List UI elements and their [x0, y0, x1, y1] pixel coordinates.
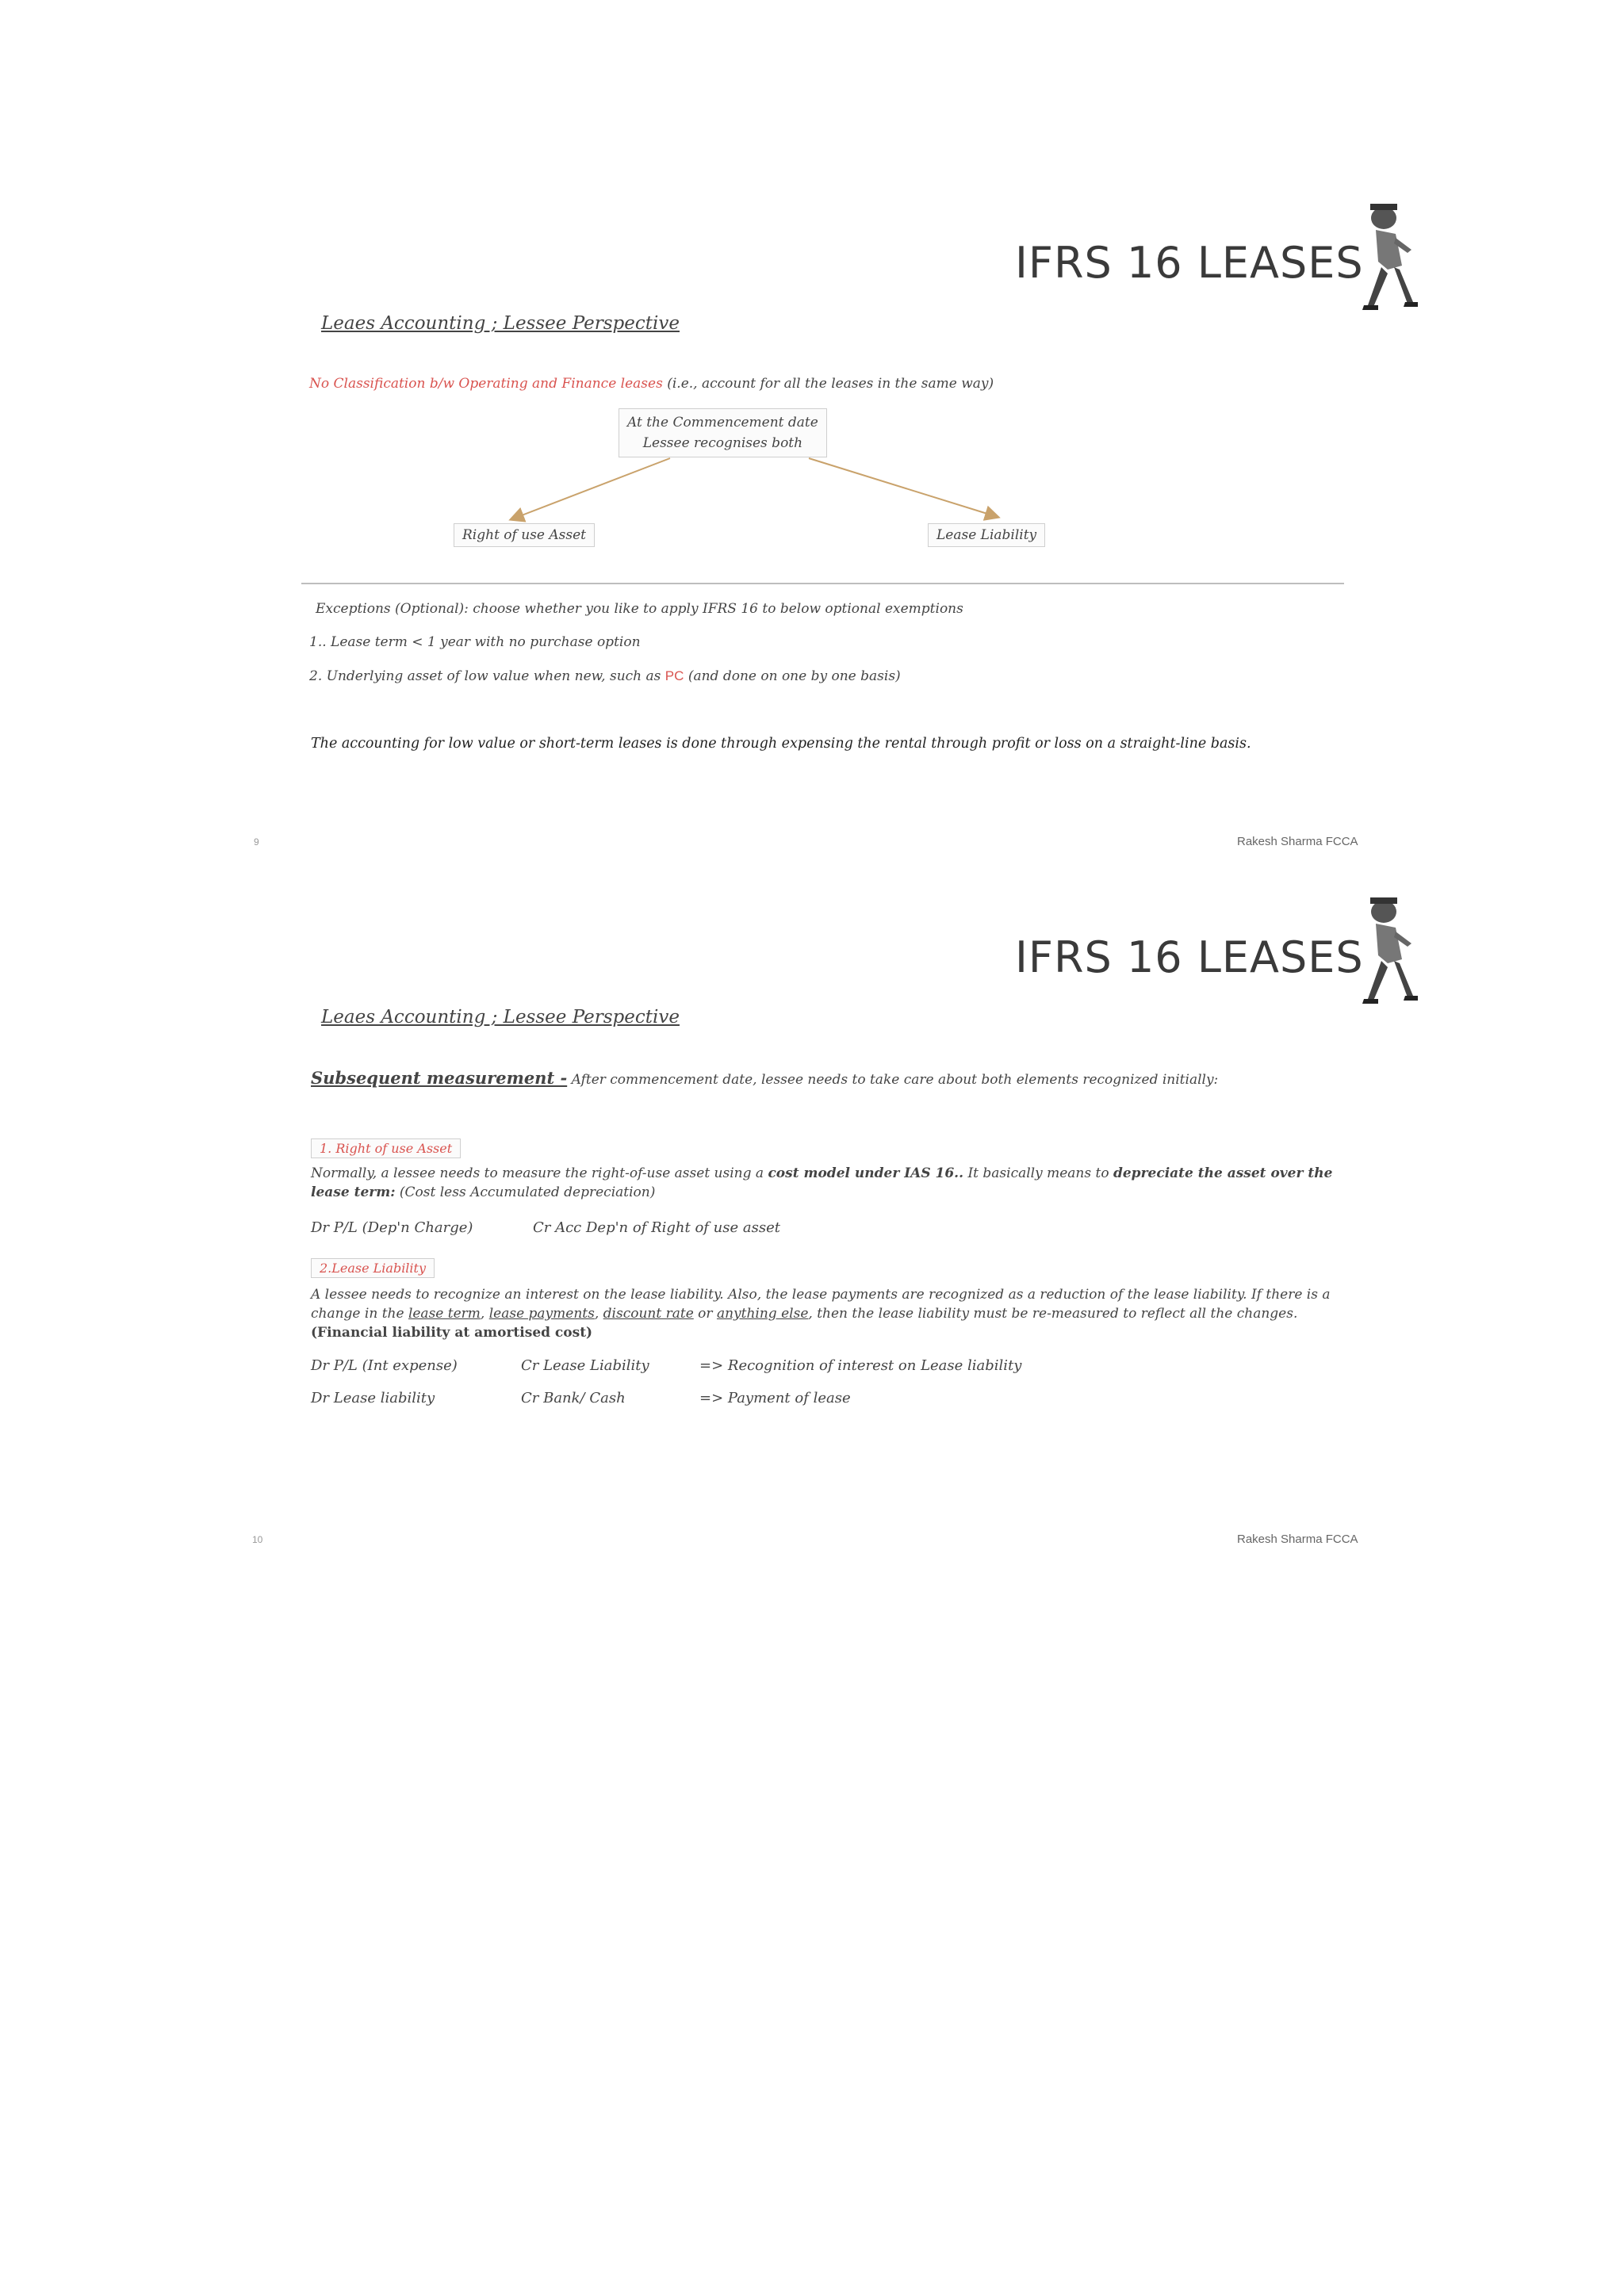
section-1-text: [311, 1164, 1342, 1202]
section-1-label: 1. Right of use Asset: [311, 1138, 461, 1158]
arrow-left: [511, 458, 670, 519]
lease-liability-box: Lease Liability: [928, 523, 1045, 547]
section-2-text-a: A lessee needs to recognize an interest on the lease liability. Also, the lease payments are recognized as a reduction of the lease liability. If there is a change in the: [311, 1287, 1331, 1322]
entry-2-credit: Cr Lease Liability: [521, 1357, 649, 1374]
commencement-line-1: At the Commencement date: [627, 415, 818, 430]
entry-2-debit: Dr P/L (Int expense): [311, 1357, 458, 1374]
entry-1-credit: Cr Acc Dep'n of Right of use asset: [533, 1219, 780, 1236]
caricature-figure-icon: [1340, 888, 1419, 1007]
entry-1-debit: Dr P/L (Dep'n Charge): [311, 1219, 473, 1236]
section-1-text-c: (Cost less Accumulated depreciation): [399, 1184, 656, 1200]
section-2-label: 2.Lease Liability: [311, 1258, 435, 1278]
section-1-text-italic-2: depreciate the asset over the lease term:: [311, 1165, 1333, 1200]
section-2-anything-else: anything else: [716, 1306, 809, 1322]
footer-author: Rakesh Sharma FCCA: [1237, 1533, 1358, 1546]
slide-heading: Leaes Accounting ; Lessee Perspective: [321, 313, 680, 334]
section-2-text-b: then the lease liability must be re-measured to reflect all the changes.: [817, 1306, 1298, 1322]
section-2-or: or: [698, 1306, 713, 1322]
divider: [301, 583, 1344, 584]
right-of-use-asset-box: Right of use Asset: [454, 523, 595, 547]
exception-2-pc: PC: [665, 668, 684, 683]
slide-1: [0, 0, 1624, 856]
slide-heading: Leaes Accounting ; Lessee Perspective: [321, 1007, 680, 1027]
section-2-bold: (Financial liability at amortised cost): [311, 1325, 593, 1341]
page-number: 10: [252, 1534, 263, 1545]
exception-2: [309, 668, 901, 684]
section-1-text-b: It basically means to: [967, 1165, 1109, 1181]
exception-1: 1.. Lease term < 1 year with no purchase option: [309, 634, 641, 650]
commencement-line-2: Lessee recognises both: [642, 435, 803, 451]
diagram-arrows: [0, 0, 1624, 856]
arrow-right: [809, 458, 998, 517]
slide-title: IFRS 16 LEASES: [1015, 932, 1364, 982]
no-classification-rest: (i.e., account for all the leases in the same way): [667, 376, 994, 392]
exception-2-basis: (and done on one by one basis): [688, 668, 901, 684]
page-number: 9: [254, 836, 259, 848]
footer-author: Rakesh Sharma FCCA: [1237, 835, 1358, 848]
section-2-lease-term: lease term: [408, 1306, 481, 1322]
section-2-text: A lessee needs to recognize an interest on the lease liability. Also, the lease payments are recognized as a reduction of the lease liability. If there is a change in the lease term, lease payments, discount rate or anything else, then the lease liability must be re-measured to reflect all the changes. (Financial liability at amortised cost): [311, 1287, 1331, 1341]
slide-2: [0, 856, 1624, 1554]
no-classification-red: No Classification b/w Operating and Finance leases: [309, 376, 663, 392]
exception-2-text: 2. Underlying asset of low value when new, such as: [309, 668, 661, 684]
section-2-discount-rate: discount rate: [603, 1306, 694, 1322]
section-2-lease-payments: lease payments: [488, 1306, 595, 1322]
subsequent-label: Subsequent measurement -: [311, 1068, 568, 1088]
entry-3-note: => Payment of lease: [699, 1390, 851, 1406]
entry-3-debit: Dr Lease liability: [311, 1390, 435, 1406]
entry-3-credit: Cr Bank/ Cash: [521, 1390, 626, 1406]
subsequent-text: After commencement date, lessee needs to take care about both elements recognized initially:: [571, 1072, 1219, 1088]
section-1-text-italic: cost model under IAS 16..: [768, 1165, 964, 1181]
slide-title: IFRS 16 LEASES: [1015, 238, 1364, 288]
exceptions-line: Exceptions (Optional): choose whether you like to apply IFRS 16 to below optional exemptions: [316, 601, 963, 617]
section-1-text-a: Normally, a lessee needs to measure the right-of-use asset using a: [311, 1165, 764, 1181]
note-line: The accounting for low value or short-term leases is done through expensing the rental through profit or loss on a straight-line basis.: [311, 736, 1251, 752]
entry-2-note: => Recognition of interest on Lease liability: [699, 1357, 1022, 1374]
subsequent-measurement: [311, 1069, 1342, 1089]
